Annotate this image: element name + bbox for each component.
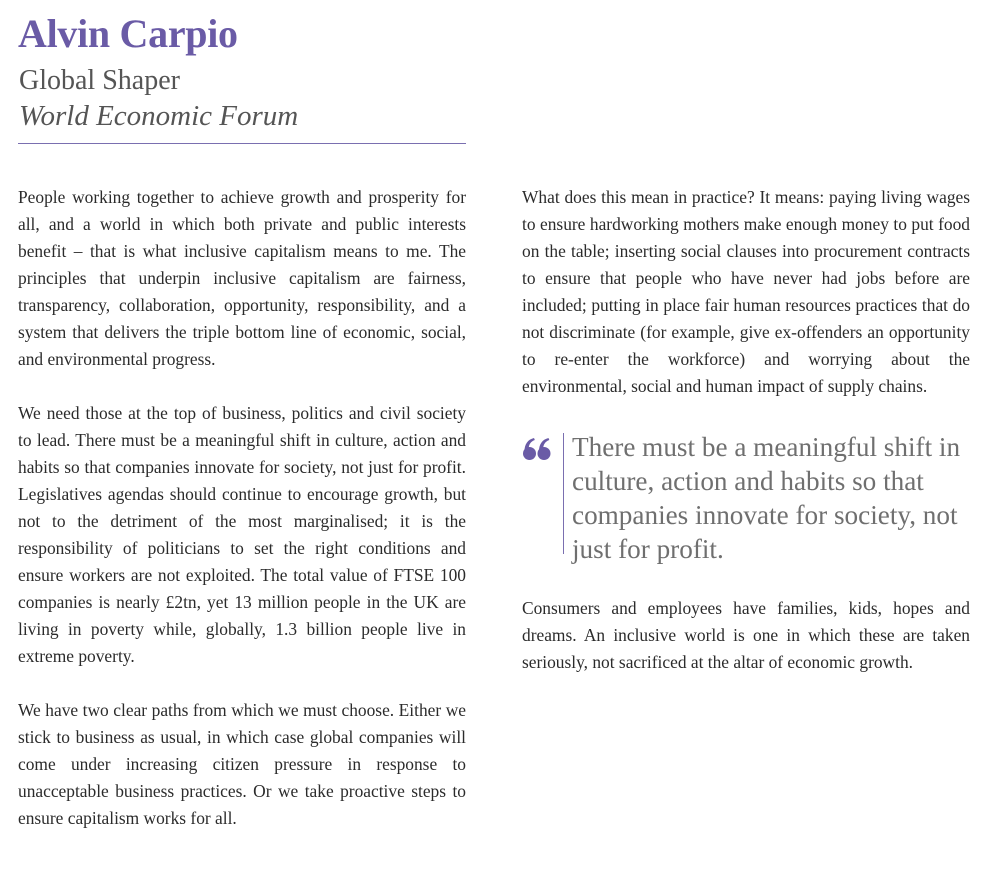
author-name: Alvin Carpio (18, 11, 238, 56)
body-paragraph: People working together to achieve growth and prosperity for all, and a world in which both private and public interests benefit – that is what inclusive capitalism means to me. The principles that underpin inclusive capitalism are fairness, transparency, collaboration, opportunity, responsibility, and a system that delivers the triple bottom line of economic, social, and environmental progress. (18, 187, 466, 369)
pull-quote-text: There must be a meaningful shift in culture, action and habits so that companies innovate for society, not just for profit. (572, 432, 961, 564)
body-paragraph: We need those at the top of business, politics and civil society to lead. There must be a meaningful shift in culture, action and habits so that companies innovate for society, not just for profit. Legislatives agendas should continue to encourage growth, but not to the detriment of the most marginalised; it is the responsibility of politicians to set the right conditions and ensure workers are not exploited. The total value of FTSE 100 companies is nearly £2tn, yet 13 million people in the UK are living in poverty while, globally, 1.3 billion people live in extreme poverty. (18, 403, 466, 666)
body-paragraph: Consumers and employees have families, kids, hopes and dreams. An inclusive world is one in which these are taken seriously, not sacrificed at the altar of economic growth. (522, 598, 970, 672)
right-column (522, 184, 970, 703)
pull-quote (522, 430, 970, 564)
quote-divider (563, 433, 564, 554)
left-column (18, 184, 466, 859)
body-paragraph: What does this mean in practice? It means: paying living wages to ensure hardworking mothers make enough money to put food on the table; inserting social clauses into procurement contracts to ensure that people who have never had jobs before are included; putting in place fair human resources practices that do not discriminate (for example, give ex-offenders an opportunity to re-enter the workforce) and worrying about the environmental, social and human impact of supply chains. (522, 187, 970, 396)
author-role: Global Shaper (19, 65, 180, 96)
quote-mark-icon (522, 436, 552, 462)
body-paragraph: We have two clear paths from which we must choose. Either we stick to business as usual, in which case global companies will come under increasing citizen pressure in response to unacceptable business practices. Or we take proactive steps to ensure capitalism works for all. (18, 700, 466, 828)
author-organization: World Economic Forum (19, 100, 299, 132)
header-divider (18, 143, 466, 144)
